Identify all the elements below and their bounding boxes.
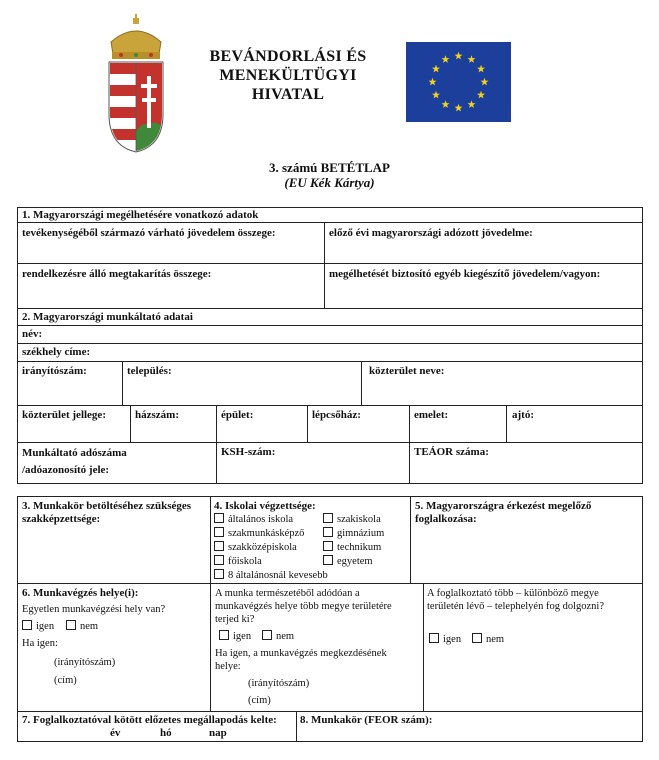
option-label: szakközépiskola bbox=[228, 542, 297, 553]
checkbox[interactable] bbox=[219, 630, 229, 640]
checkbox[interactable] bbox=[66, 620, 76, 630]
multi-site-question-line1: A foglalkoztató több – különböző megye bbox=[427, 588, 599, 599]
settlement-label: település: bbox=[127, 365, 172, 377]
option-szakmunkaskepzo[interactable] bbox=[214, 527, 304, 540]
option-gimnazium[interactable] bbox=[323, 527, 384, 540]
savings-label: rendelkezésre álló megtakarítás összege: bbox=[22, 268, 212, 280]
option-altalanos-iskola[interactable] bbox=[214, 513, 293, 526]
form-title: 3. számú BETÉTLAP bbox=[269, 160, 390, 175]
checkbox[interactable] bbox=[214, 541, 224, 551]
checkbox[interactable] bbox=[214, 569, 224, 579]
option-label: szakiskola bbox=[337, 514, 381, 525]
single-workplace-question: Egyetlen munkavégzési hely van? bbox=[22, 604, 166, 615]
option-label: technikum bbox=[337, 542, 382, 553]
checkbox[interactable] bbox=[323, 541, 333, 551]
other-income-label: megélhetését biztosító egyéb kiegészítő jövedelem/vagyon: bbox=[329, 268, 601, 280]
agency-name-line3: HIVATAL bbox=[251, 86, 325, 103]
section5-title bbox=[415, 500, 591, 526]
single-workplace-no[interactable] bbox=[66, 620, 98, 633]
address-hint: (cím) bbox=[248, 695, 271, 706]
staircase-label: lépcsőház: bbox=[312, 409, 361, 421]
teaor-label: TEÁOR száma: bbox=[414, 446, 489, 458]
agency-name-line2: MENEKÜLTÜGYI bbox=[219, 67, 357, 84]
if-yes-label: Ha igen: bbox=[22, 638, 58, 649]
section7-title: 7. Foglalkoztatóval kötött előzetes megállapodás kelte: bbox=[22, 714, 277, 726]
option-label: nem bbox=[276, 631, 295, 642]
postcode-label: irányítószám: bbox=[22, 365, 87, 377]
day-label: nap bbox=[209, 727, 227, 739]
option-label: szakmunkásképző bbox=[228, 528, 305, 539]
hungarian-coat-of-arms-icon bbox=[103, 14, 169, 154]
option-label: nem bbox=[80, 621, 99, 632]
prev-year-income-label: előző évi magyarországi adózott jövedelme: bbox=[329, 227, 533, 239]
multi-site-question bbox=[427, 587, 604, 613]
multi-county-question-line2: munkavégzés helye több megye területére bbox=[215, 601, 392, 612]
postcode-hint: (irányítószám) bbox=[248, 678, 310, 689]
option-szakkozepiskola[interactable] bbox=[214, 541, 297, 554]
section3-title bbox=[22, 500, 191, 526]
multi-county-yes[interactable] bbox=[219, 630, 251, 643]
option-technikum[interactable] bbox=[323, 541, 381, 554]
street-name-label: közterület neve: bbox=[369, 365, 445, 377]
start-place-label-line1: Ha igen, a munkavégzés megkezdésének bbox=[215, 648, 387, 659]
single-workplace-yes[interactable] bbox=[22, 620, 54, 633]
option-foiskola[interactable] bbox=[214, 555, 262, 568]
option-label: nem bbox=[486, 634, 505, 645]
option-label: gimnázium bbox=[337, 528, 385, 539]
multi-site-yes[interactable] bbox=[429, 633, 461, 646]
option-label: általános iskola bbox=[228, 514, 294, 525]
section5-title-line1: 5. Magyarországra érkezést megelőző bbox=[415, 500, 592, 512]
checkbox[interactable] bbox=[429, 633, 439, 643]
section2-title: 2. Magyarországi munkáltató adatai bbox=[22, 311, 193, 323]
checkbox[interactable] bbox=[22, 620, 32, 630]
option-szakiskola[interactable] bbox=[323, 513, 381, 526]
option-label: 8 általánosnál kevesebb bbox=[228, 570, 328, 581]
tax-no-label bbox=[22, 445, 127, 479]
building-label: épület: bbox=[221, 409, 254, 421]
checkbox[interactable] bbox=[472, 633, 482, 643]
expected-income-label: tevékenységéből származó várható jövedelem összege: bbox=[22, 227, 276, 239]
checkbox[interactable] bbox=[323, 527, 333, 537]
ksh-label: KSH-szám: bbox=[221, 446, 276, 458]
section3-title-line1: 3. Munkakör betöltéséhez szükséges bbox=[22, 500, 192, 512]
multi-county-question-line1: A munka természetéből adódóan a bbox=[215, 588, 360, 599]
postcode-hint: (irányítószám) bbox=[54, 657, 116, 668]
option-label: főiskola bbox=[228, 556, 262, 567]
floor-label: emelet: bbox=[414, 409, 449, 421]
option-label: igen bbox=[233, 631, 252, 642]
option-label: egyetem bbox=[337, 556, 373, 567]
checkbox[interactable] bbox=[214, 555, 224, 565]
section3-title-line2: szakképzettsége: bbox=[22, 513, 101, 525]
multi-county-question bbox=[215, 587, 392, 626]
multi-site-no[interactable] bbox=[472, 633, 504, 646]
year-label: év bbox=[110, 727, 121, 739]
address-hint: (cím) bbox=[54, 675, 77, 686]
street-type-label: közterület jellege: bbox=[22, 409, 106, 421]
start-place-label-line2: helye: bbox=[215, 661, 241, 672]
employer-name-label: név: bbox=[22, 328, 43, 340]
multi-site-question-line2: területén lévő – telephelyén fog dolgozni? bbox=[427, 601, 604, 612]
checkbox[interactable] bbox=[262, 630, 272, 640]
option-label: igen bbox=[443, 634, 462, 645]
section5-title-line2: foglalkozása: bbox=[415, 513, 477, 525]
multi-county-no[interactable] bbox=[262, 630, 294, 643]
agency-name-line1: BEVÁNDORLÁSI ÉS bbox=[209, 48, 367, 65]
eu-flag-icon bbox=[406, 42, 511, 122]
door-label: ajtó: bbox=[512, 409, 534, 421]
agency-name bbox=[193, 47, 383, 104]
option-label: igen bbox=[36, 621, 55, 632]
checkbox[interactable] bbox=[214, 513, 224, 523]
multi-county-question-line3: terjed ki? bbox=[215, 614, 255, 625]
checkbox[interactable] bbox=[323, 513, 333, 523]
tax-no-label-line1: Munkáltató adószáma bbox=[22, 447, 127, 459]
section8-title: 8. Munkakör (FEOR szám): bbox=[300, 714, 433, 726]
section6-title: 6. Munkavégzés helye(i): bbox=[22, 587, 139, 599]
month-label: hó bbox=[160, 727, 172, 739]
section1-title: 1. Magyarországi megélhetésére vonatkozó adatok bbox=[22, 209, 259, 221]
option-8-altalanosnal-kevesebb[interactable] bbox=[214, 569, 328, 582]
start-place-label bbox=[215, 647, 387, 673]
checkbox[interactable] bbox=[323, 555, 333, 565]
house-no-label: házszám: bbox=[135, 409, 179, 421]
option-egyetem[interactable] bbox=[323, 555, 373, 568]
tax-no-label-line2: /adóazonosító jele: bbox=[22, 464, 110, 476]
employer-seat-label: székhely címe: bbox=[22, 346, 91, 358]
section4-title: 4. Iskolai végzettsége: bbox=[214, 500, 316, 512]
form-subtitle: (EU Kék Kártya) bbox=[284, 175, 375, 190]
checkbox[interactable] bbox=[214, 527, 224, 537]
